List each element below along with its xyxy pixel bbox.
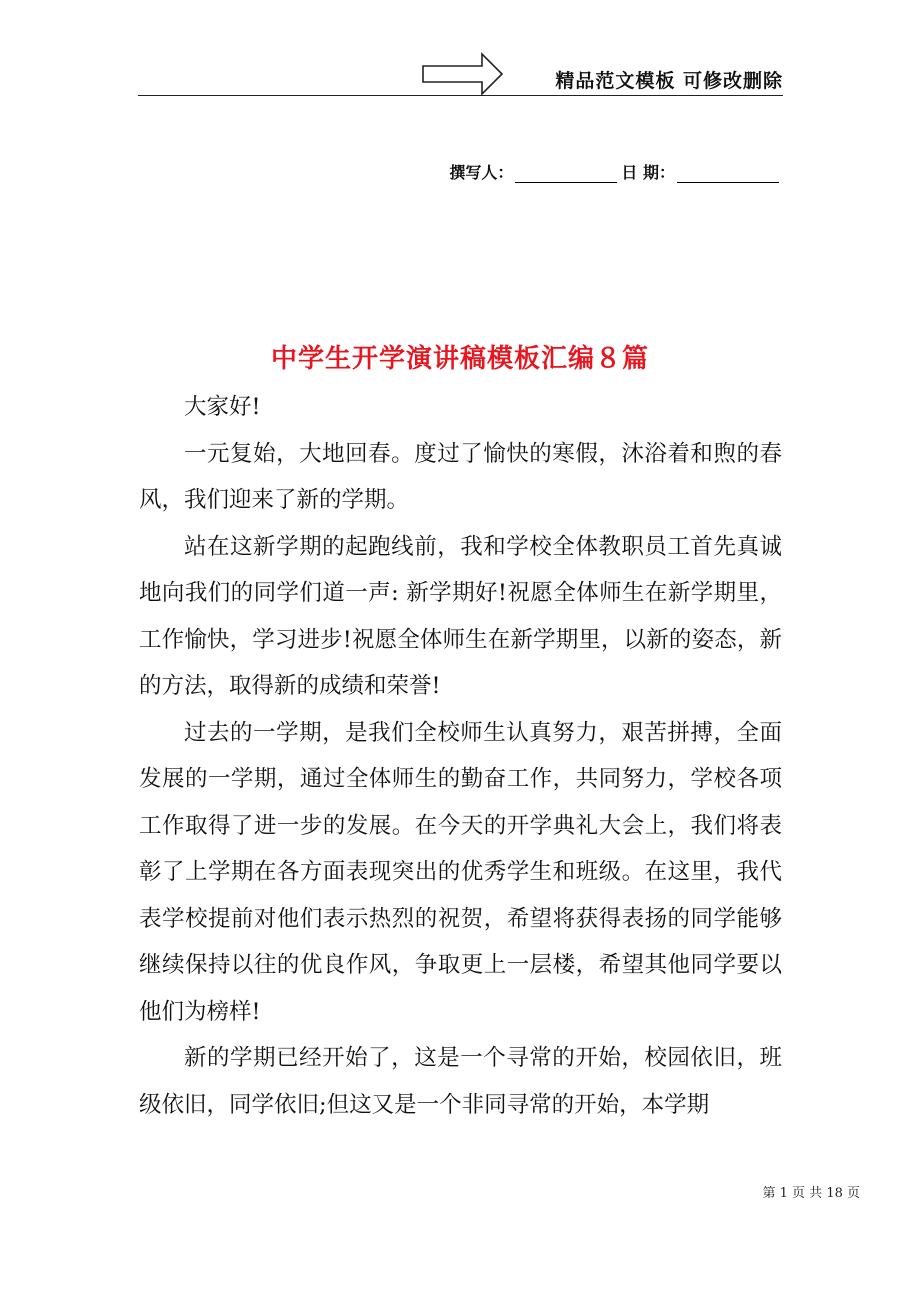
- date-blank: [677, 164, 779, 183]
- author-label: 撰写人：: [449, 163, 514, 182]
- page-number: 第 1 页 共 18 页: [762, 1186, 860, 1201]
- paragraph: 大家好!: [184, 394, 261, 420]
- document-title: 中学生开学演讲稿模板汇编８篇: [270, 344, 649, 374]
- header-label: 精品范文模板 可修改删除: [555, 70, 783, 92]
- arrow-right-icon: [422, 52, 504, 96]
- page-header: [138, 48, 783, 98]
- date-label: 日 期：: [621, 163, 675, 182]
- paragraph: 新的学期已经开始了，这是一个寻常的开始，校园依旧，班级依旧，同学依旧;但这又是一个非同寻常的开始，本学期: [139, 1045, 782, 1118]
- header-divider: [138, 95, 783, 96]
- author-blank: [515, 164, 617, 183]
- document-body: [139, 384, 782, 1128]
- paragraph: 过去的一学期，是我们全校师生认真努力，艰苦拼搏，全面发展的一学期，通过全体师生的勤奋工作，共同努力，学校各项工作取得了进一步的发展。在今天的开学典礼大会上，我们将表彰了上学期在各方面表现突出的优秀学生和班级。在这里，我代表学校提前对他们表示热烈的祝贺，希望将获得表扬的同学能够继续保持以往的优良作风，争取更上一层楼，希望其他同学要以他们为榜样!: [139, 719, 782, 1025]
- paragraph: 站在这新学期的起跑线前，我和学校全体教职员工首先真诚地向我们的同学们道一声: 新学期好!祝愿全体师生在新学期里，工作愉快，学习进步!祝愿全体师生在新学期里，以新的姿态，新的方法，取得新的成绩和荣誉!: [139, 533, 782, 699]
- paragraph: 一元复始，大地回春。度过了愉快的寒假，沐浴着和煦的春风，我们迎来了新的学期。: [139, 440, 782, 513]
- author-date-line: [449, 160, 783, 183]
